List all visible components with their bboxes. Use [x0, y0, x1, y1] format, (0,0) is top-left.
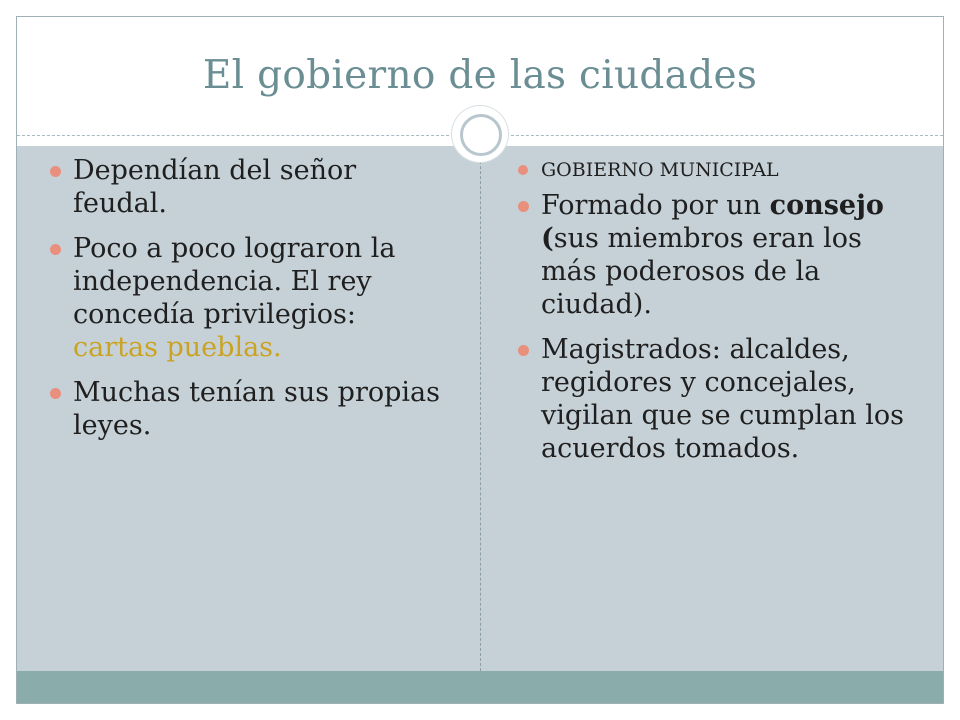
- bullet-dot-icon: [50, 388, 61, 399]
- bullet-dot-icon: [518, 165, 528, 175]
- slide-title: El gobierno de las ciudades: [202, 53, 758, 98]
- circle-ornament-ring: [460, 114, 502, 156]
- bullet-text: Magistrados: alcaldes, regidores y concejales, vigilan que se cumplan los acuerdos tomados.: [541, 334, 905, 464]
- bullet-dot-icon: [50, 244, 61, 255]
- bullet-dot-icon: [50, 166, 61, 177]
- bullet-text: Muchas tenían sus propias leyes.: [73, 377, 441, 441]
- footer-band: [17, 671, 943, 703]
- bullet-text: GOBIERNO MUNICIPAL: [541, 159, 779, 181]
- list-item: [47, 232, 447, 364]
- bullet-dot-icon: [518, 345, 529, 356]
- bold-term: consejo (: [541, 190, 884, 254]
- highlighted-term: cartas pueblas.: [73, 332, 282, 363]
- right-bullet-list: [515, 154, 925, 477]
- slide: [16, 16, 944, 704]
- list-item: [47, 154, 447, 220]
- bullet-text: Formado por un: [541, 190, 770, 221]
- list-item: [515, 189, 925, 321]
- bullet-dot-icon: [518, 201, 529, 212]
- list-item: [515, 333, 925, 465]
- bullet-text: Dependían del señor feudal.: [73, 155, 357, 219]
- circle-ornament-icon: [452, 106, 508, 162]
- bullet-text: Poco a poco lograron la independencia. El rey concedía privilegios:: [73, 233, 396, 330]
- column-divider: [480, 146, 481, 671]
- list-item: [515, 154, 925, 187]
- left-bullet-list: [47, 154, 447, 454]
- bullet-text: sus miembros eran los más poderosos de la ciudad).: [541, 223, 862, 320]
- list-item: [47, 376, 447, 442]
